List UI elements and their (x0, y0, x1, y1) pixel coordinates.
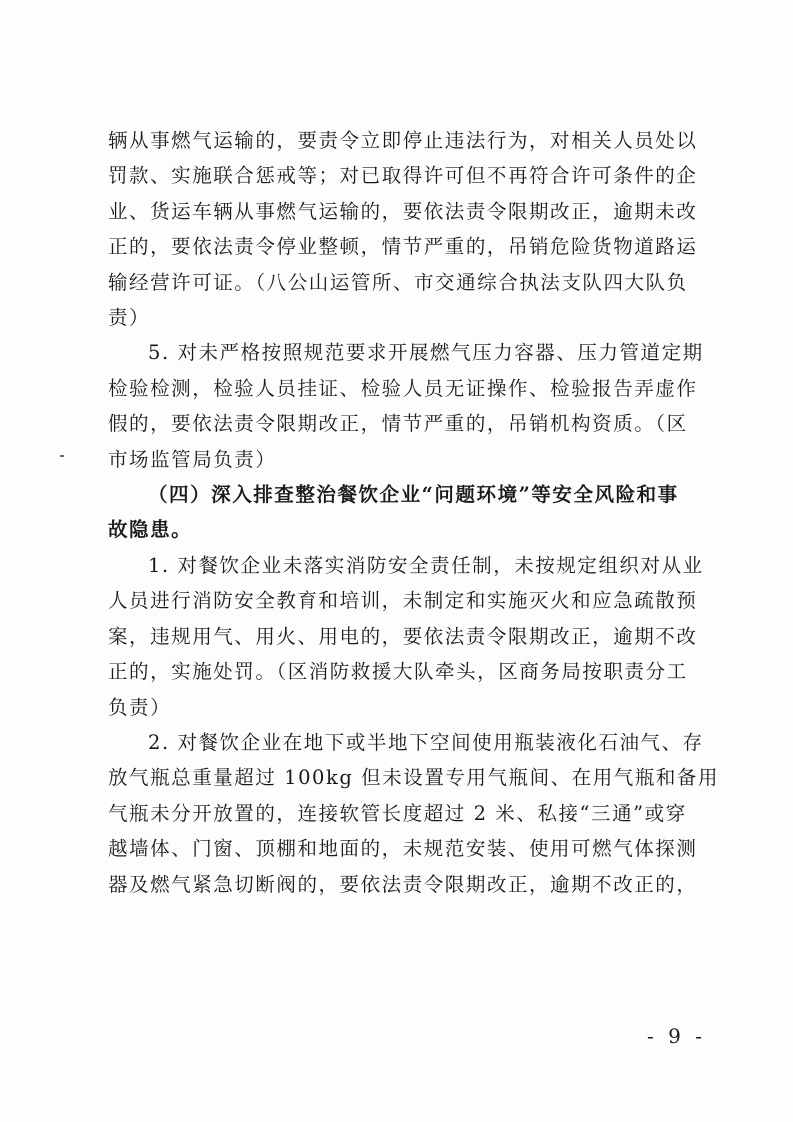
text-line: 放气瓶总重量超过 100kg 但未设置专用气瓶间、在用气瓶和备用 (108, 766, 720, 790)
text-line: 正的，实施处罚。（区消防救援大队牵头，区商务局按职责分工 (108, 660, 688, 684)
text-line: 正的，要依法责令停业整顿，情节严重的，吊销危险货物道路运 (108, 235, 698, 259)
text-line: 器及燃气紧急切断阀的，要依法责令限期改正，逾期不改正的， (108, 872, 698, 896)
text-line: 气瓶未分开放置的，连接软管长度超过 2 米、私接“三通”或穿 (108, 801, 687, 825)
text-line: 检验检测，检验人员挂证、检验人员无证操作、检验报告弄虚作 (108, 376, 698, 400)
text-line: 案，违规用气、用火、用电的，要依法责令限期改正，逾期不改 (108, 624, 698, 648)
text-line: 人员进行消防安全教育和培训，未制定和实施灭火和应急疏散预 (108, 589, 698, 613)
text-line: 越墙体、门窗、顶棚和地面的，未规范安装、使用可燃气体探测 (108, 837, 698, 861)
body-text (108, 123, 720, 902)
text-line: 输经营许可证。（八公山运管所、市交通综合执法支队四大队负 (108, 270, 688, 294)
text-line: 责） (108, 306, 151, 330)
text-line: 罚款、实施联合惩戒等；对已取得许可但不再符合许可条件的企 (108, 164, 698, 188)
text-line: 假的，要依法责令限期改正，情节严重的，吊销机构资质。（区 (108, 412, 688, 436)
text-line: 1. 对餐饮企业未落实消防安全责任制，未按规定组织对从业 (148, 553, 704, 577)
section-heading-line: 故隐患。 (108, 518, 193, 542)
text-line: 负责） (108, 695, 172, 719)
text-line: 5. 对未严格按照规范要求开展燃气压力容器、压力管道定期 (148, 341, 704, 365)
scan-mark (60, 455, 64, 457)
section-heading-line: （四）深入排查整治餐饮企业“问题环境”等安全风险和事 (148, 483, 679, 507)
text-line: 2. 对餐饮企业在地下或半地下空间使用瓶装液化石油气、存 (148, 730, 704, 754)
text-line: 市场监管局负责） (108, 447, 277, 471)
page-number: - 9 - (647, 1024, 706, 1048)
text-line: 业、货运车辆从事燃气运输的，要依法责令限期改正，逾期未改 (108, 199, 698, 223)
text-line: 辆从事燃气运输的，要责令立即停止违法行为，对相关人员处以 (108, 129, 698, 152)
